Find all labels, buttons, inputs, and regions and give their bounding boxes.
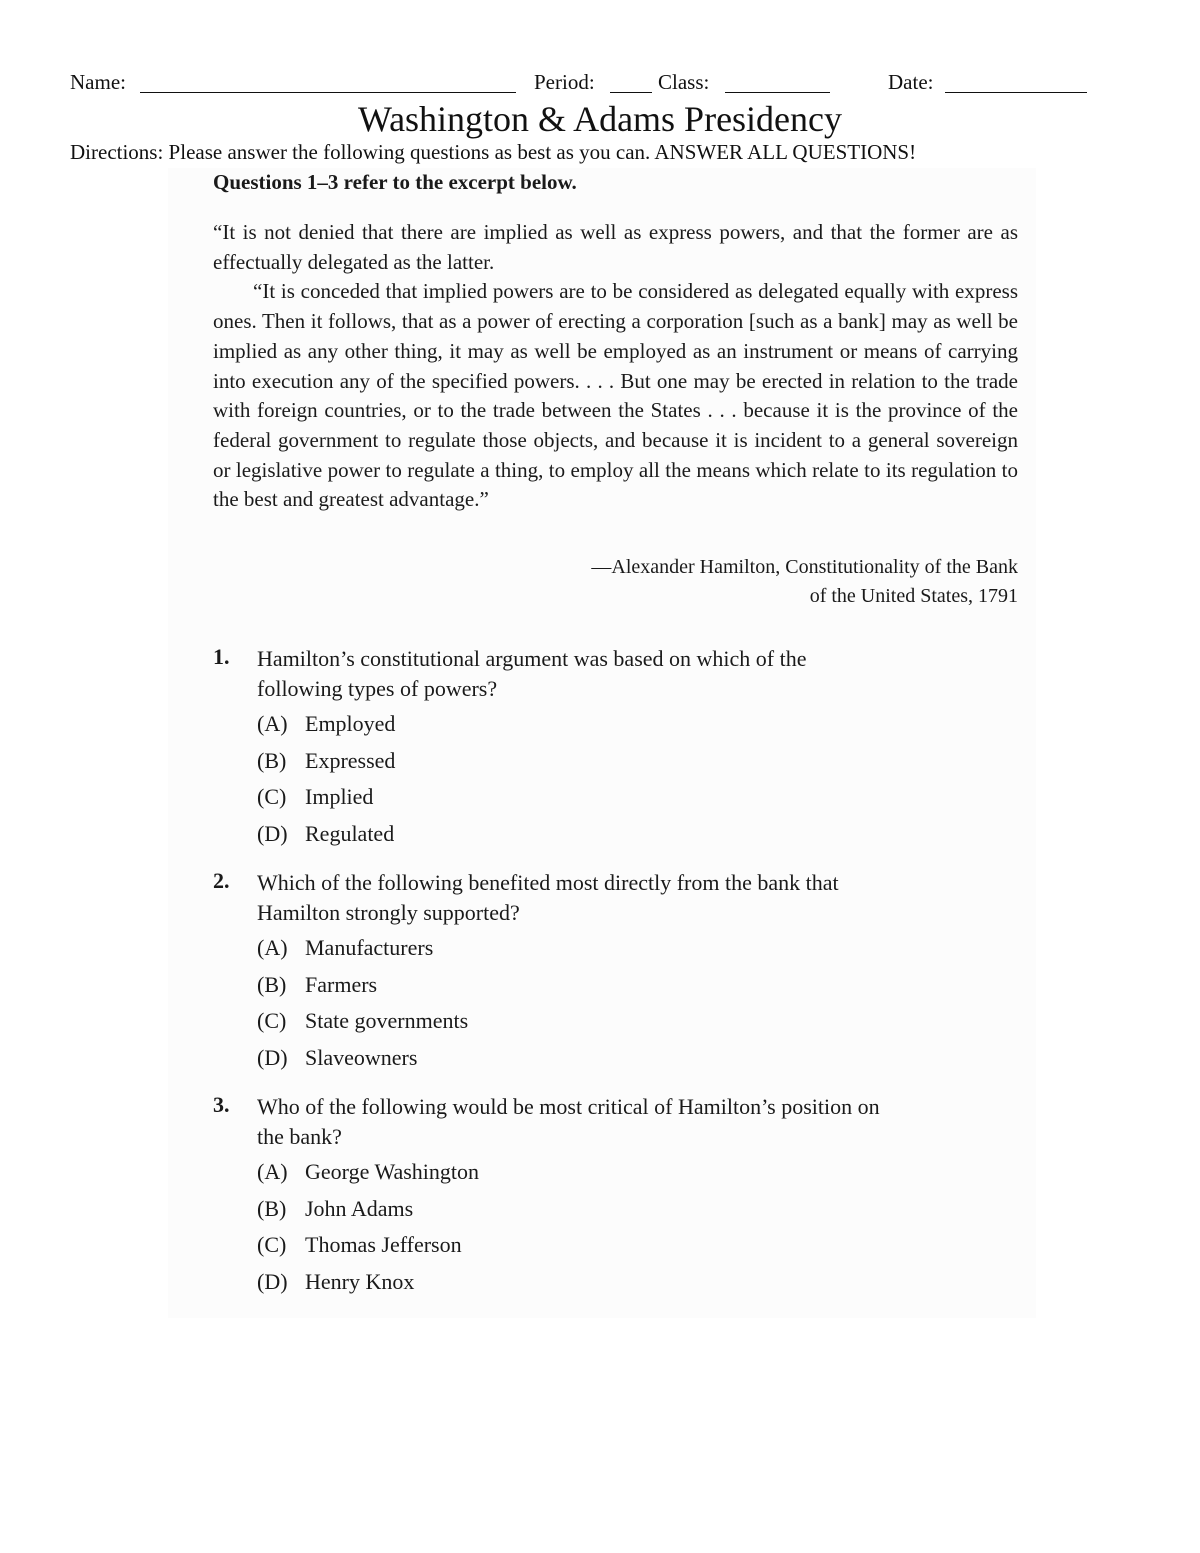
answer-options	[257, 930, 468, 1076]
option-a[interactable]	[257, 706, 395, 743]
directions-text: Directions: Please answer the following questions as best as you can. ANSWER ALL QUESTIONS!	[70, 140, 917, 164]
option-text: Implied	[305, 784, 374, 809]
option-d[interactable]	[257, 1264, 479, 1301]
option-letter: (C)	[257, 1232, 287, 1257]
option-letter: (C)	[257, 784, 287, 809]
period-label: Period:	[534, 70, 595, 94]
option-text: State governments	[305, 1008, 469, 1033]
question-line-1: Which of the following benefited most directly from the bank that	[257, 870, 839, 895]
question-text	[257, 644, 997, 703]
option-c[interactable]	[257, 1227, 479, 1264]
attribution-line-1: —Alexander Hamilton, Constitutionality of the Bank	[591, 556, 1018, 578]
option-text: Expressed	[305, 747, 396, 773]
option-b[interactable]	[257, 1191, 479, 1228]
option-text: George Washington	[305, 1159, 480, 1184]
option-text: Regulated	[305, 820, 395, 846]
option-letter: (B)	[257, 971, 287, 997]
option-letter: (A)	[257, 711, 288, 736]
date-label: Date:	[888, 70, 934, 94]
question-number: 3.	[213, 1092, 230, 1117]
student-info-header	[70, 70, 1090, 100]
excerpt-attribution	[473, 553, 1018, 611]
date-blank[interactable]	[945, 92, 1087, 93]
excerpt-paragraph-1: “It is not denied that there are implied as well as express powers, and that the former are as effectually delegated as the latter.	[213, 220, 1018, 274]
option-letter: (C)	[257, 1008, 287, 1033]
excerpt	[213, 218, 1018, 515]
option-b[interactable]	[257, 743, 395, 780]
question-line-2: Hamilton strongly supported?	[257, 899, 520, 925]
class-blank[interactable]	[725, 92, 830, 93]
question-number: 2.	[213, 868, 230, 893]
class-label: Class:	[658, 70, 710, 94]
option-text: Manufacturers	[305, 935, 434, 960]
answer-options	[257, 1154, 479, 1300]
name-label: Name:	[70, 70, 126, 94]
option-letter: (A)	[257, 935, 288, 960]
option-text: Employed	[305, 711, 396, 736]
option-text: Henry Knox	[305, 1268, 415, 1294]
option-text: John Adams	[305, 1195, 414, 1221]
option-c[interactable]	[257, 1003, 468, 1040]
option-a[interactable]	[257, 930, 468, 967]
option-letter: (B)	[257, 747, 287, 773]
option-letter: (D)	[257, 820, 288, 846]
option-d[interactable]	[257, 816, 395, 853]
question-line-2: following types of powers?	[257, 675, 498, 701]
excerpt-paragraph-2: “It is conceded that implied powers are to be considered as delegated equally with express ones. Then it follows, that as a power of erecting a corporation [such as a bank] may as well be implied as any other thing, it may as well be employed as an instrument or means of carrying into execution any of the specified powers. . . . But one may be erected in relation to the trade with foreign countries, or to the trade between the States . . . because it is the province of the federal government to regulate those objects, and because it is incident to a general sovereign or legislative power to regulate a thing, to employ all the means which relate to its regulation to the best and greatest advantage.”	[213, 279, 1018, 512]
option-c[interactable]	[257, 779, 395, 816]
question-line-2: the bank?	[257, 1123, 342, 1149]
answer-options	[257, 706, 395, 852]
option-letter: (A)	[257, 1159, 288, 1184]
question-line-1: Who of the following would be most critical of Hamilton’s position on	[257, 1094, 880, 1119]
option-b[interactable]	[257, 967, 468, 1004]
question-text	[257, 1092, 997, 1151]
attribution-line-2: of the United States, 1791	[809, 585, 1018, 607]
question-number: 1.	[213, 644, 230, 669]
questions-intro: Questions 1–3 refer to the excerpt below.	[213, 170, 577, 194]
page-title: Washington & Adams Presidency	[357, 99, 843, 139]
scanned-question-block	[168, 168, 1036, 1318]
option-text: Farmers	[305, 971, 378, 997]
question-line-1: Hamilton’s constitutional argument was based on which of the	[257, 646, 807, 671]
option-d[interactable]	[257, 1040, 468, 1077]
option-letter: (B)	[257, 1195, 287, 1221]
option-letter: (D)	[257, 1268, 288, 1294]
option-text: Slaveowners	[305, 1044, 418, 1070]
option-text: Thomas Jefferson	[305, 1232, 462, 1257]
period-blank[interactable]	[610, 92, 652, 93]
question-text	[257, 868, 997, 927]
name-blank[interactable]	[140, 92, 516, 93]
option-letter: (D)	[257, 1044, 288, 1070]
option-a[interactable]	[257, 1154, 479, 1191]
